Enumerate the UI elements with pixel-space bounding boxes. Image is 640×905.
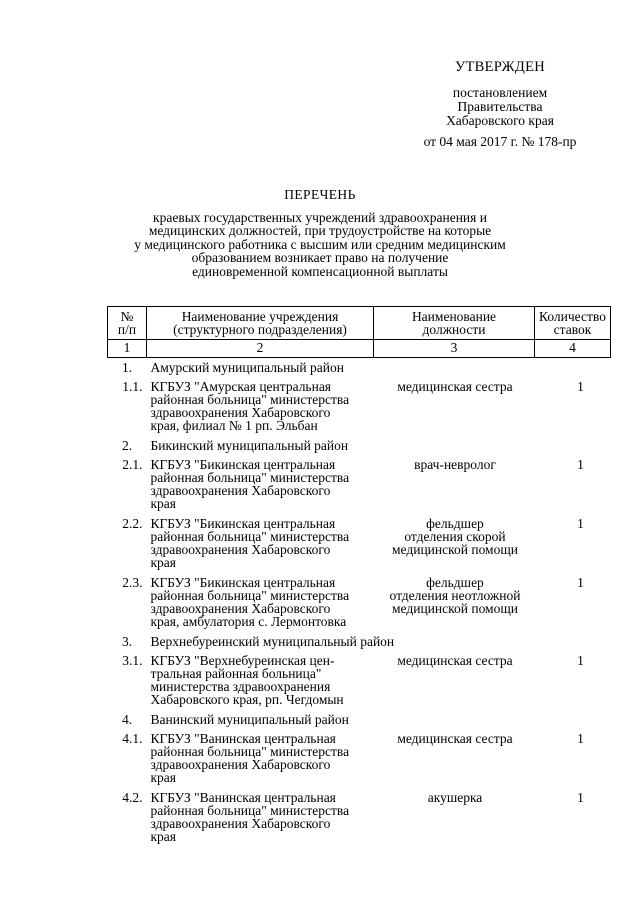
quantity-cell: 1	[577, 731, 584, 746]
institution-line: здравоохранения Хабаровского	[150, 601, 331, 616]
institution-line: КГБУЗ "Верхнебуреинская цен-	[150, 653, 335, 668]
region-row	[108, 632, 611, 651]
row-number: 1.1.	[122, 379, 143, 394]
position-cell	[374, 651, 535, 710]
header-num: № п/п	[108, 307, 147, 340]
institution-line: КГБУЗ "Бикинская центральная	[150, 575, 336, 590]
index-cell: 2	[147, 340, 374, 358]
position-line: фельдшер	[426, 516, 484, 531]
table-row	[108, 651, 611, 710]
institution-line: районная больница" министерства	[150, 529, 350, 544]
position-line: медицинская сестра	[397, 653, 513, 668]
institution-line: края	[150, 829, 177, 844]
row-number: 3.1.	[122, 653, 143, 668]
table-row	[108, 455, 611, 514]
position-line: отделения неотложной	[389, 588, 521, 603]
region-row	[108, 358, 611, 378]
institution-line: здравоохранения Хабаровского	[150, 542, 331, 557]
index-cell: 3	[374, 340, 535, 358]
index-cell: 1	[108, 340, 147, 358]
row-number: 3.	[121, 634, 133, 649]
quantity-cell: 1	[577, 575, 584, 590]
region-row	[108, 436, 611, 455]
institution-line: КГБУЗ "Бикинская центральная	[150, 457, 336, 472]
position-line: медицинская сестра	[397, 731, 513, 746]
region-name: Бикинский муниципальный район	[150, 438, 349, 453]
approval-line-1: постановлением	[452, 85, 548, 100]
position-line: отделения скорой	[404, 529, 506, 544]
institution-line: края, филиал № 1 рп. Эльбан	[150, 418, 318, 433]
position-line: фельдшер	[426, 575, 484, 590]
title-line: медицинских должностей, при трудоустройстве на которые	[148, 223, 492, 238]
institution-cell	[147, 788, 374, 847]
institution-line: здравоохранения Хабаровского	[150, 405, 331, 420]
row-number: 4.1.	[122, 731, 143, 746]
institutions-table	[107, 306, 611, 847]
title-line: образованием возникает право на получение	[191, 250, 449, 265]
document-title	[120, 188, 520, 278]
table-header-row	[108, 307, 611, 340]
approval-heading: УТВЕРЖДЕН	[454, 59, 546, 75]
institution-cell	[147, 455, 374, 514]
position-cell	[374, 455, 535, 514]
row-number: 2.2.	[122, 516, 143, 531]
table-row	[108, 514, 611, 573]
approval-line-2: Правительства	[457, 99, 543, 114]
institution-line: края	[150, 555, 177, 570]
position-cell	[374, 729, 535, 788]
institution-line: Хабаровского края, рп. Чегдомын	[150, 692, 344, 707]
position-cell	[374, 573, 535, 632]
position-line: акушерка	[427, 790, 483, 805]
row-number: 2.3.	[122, 575, 143, 590]
row-number: 4.2.	[122, 790, 143, 805]
institution-cell	[147, 377, 374, 436]
table-row	[108, 377, 611, 436]
institution-line: края, амбулатория с. Лермонтовка	[150, 614, 347, 629]
institution-cell	[147, 573, 374, 632]
institution-line: здравоохранения Хабаровского	[150, 757, 331, 772]
position-line: медицинская сестра	[397, 379, 513, 394]
row-number: 2.1.	[122, 457, 143, 472]
title-main: ПЕРЕЧЕНЬ	[284, 187, 356, 202]
table-body	[108, 358, 611, 848]
institution-line: здравоохранения Хабаровского	[150, 483, 331, 498]
approval-date: от 04 мая 2017 г. № 178-пр	[423, 134, 577, 149]
position-cell	[374, 514, 535, 573]
position-line: медицинской помощи	[392, 542, 518, 557]
institution-line: министерства здравоохранения	[150, 679, 331, 694]
position-line: медицинской помощи	[392, 601, 518, 616]
position-line: врач-невролог	[414, 457, 496, 472]
region-row	[108, 710, 611, 729]
quantity-cell: 1	[577, 516, 584, 531]
quantity-cell: 1	[577, 653, 584, 668]
institution-line: КГБУЗ "Ванинская центральная	[150, 731, 336, 746]
institution-line: районная больница" министерства	[150, 744, 350, 759]
institution-line: КГБУЗ "Бикинская центральная	[150, 516, 336, 531]
institution-line: КГБУЗ "Ванинская центральная	[150, 790, 336, 805]
table-row	[108, 729, 611, 788]
quantity-cell: 1	[577, 457, 584, 472]
table-row	[108, 573, 611, 632]
quantity-cell: 1	[577, 379, 584, 394]
table-index-row	[108, 340, 611, 358]
table-row	[108, 788, 611, 847]
row-number: 1.	[121, 360, 133, 375]
position-cell	[374, 377, 535, 436]
region-name: Ванинский муниципальный район	[150, 712, 349, 727]
institution-line: тральная районная больница"	[150, 666, 322, 681]
row-number: 4.	[121, 712, 133, 727]
title-line: у медицинского работника с высшим или средним медицинским	[134, 236, 506, 252]
institution-cell	[147, 651, 374, 710]
institution-cell	[147, 514, 374, 573]
region-name: Амурский муниципальный район	[150, 360, 344, 375]
institution-line: районная больница" министерства	[150, 470, 350, 485]
row-number: 2.	[121, 438, 133, 453]
approval-block	[400, 60, 600, 149]
institution-cell	[147, 729, 374, 788]
quantity-cell: 1	[577, 790, 584, 805]
region-name: Верхнебуреинский муниципальный район	[150, 634, 395, 649]
institution-line: районная больница" министерства	[150, 803, 350, 818]
header-position: Наименование должности	[374, 307, 535, 340]
institution-line: районная больница" министерства	[150, 392, 350, 407]
institution-line: КГБУЗ "Амурская центральная	[150, 379, 332, 394]
header-institution: Наименование учреждения (структурного подразделения)	[147, 307, 374, 340]
header-quantity: Количество ставок	[535, 307, 611, 340]
institution-line: районная больница" министерства	[150, 588, 350, 603]
institution-line: здравоохранения Хабаровского	[150, 816, 331, 831]
title-line: краевых государственных учреждений здравоохранения и	[153, 209, 487, 225]
institution-line: края	[150, 496, 177, 511]
index-cell: 4	[535, 340, 611, 358]
position-cell	[374, 788, 535, 847]
institution-line: края	[150, 770, 177, 785]
title-line: единовременной компенсационной выплаты	[192, 263, 448, 279]
approval-line-3: Хабаровского края	[446, 113, 554, 128]
